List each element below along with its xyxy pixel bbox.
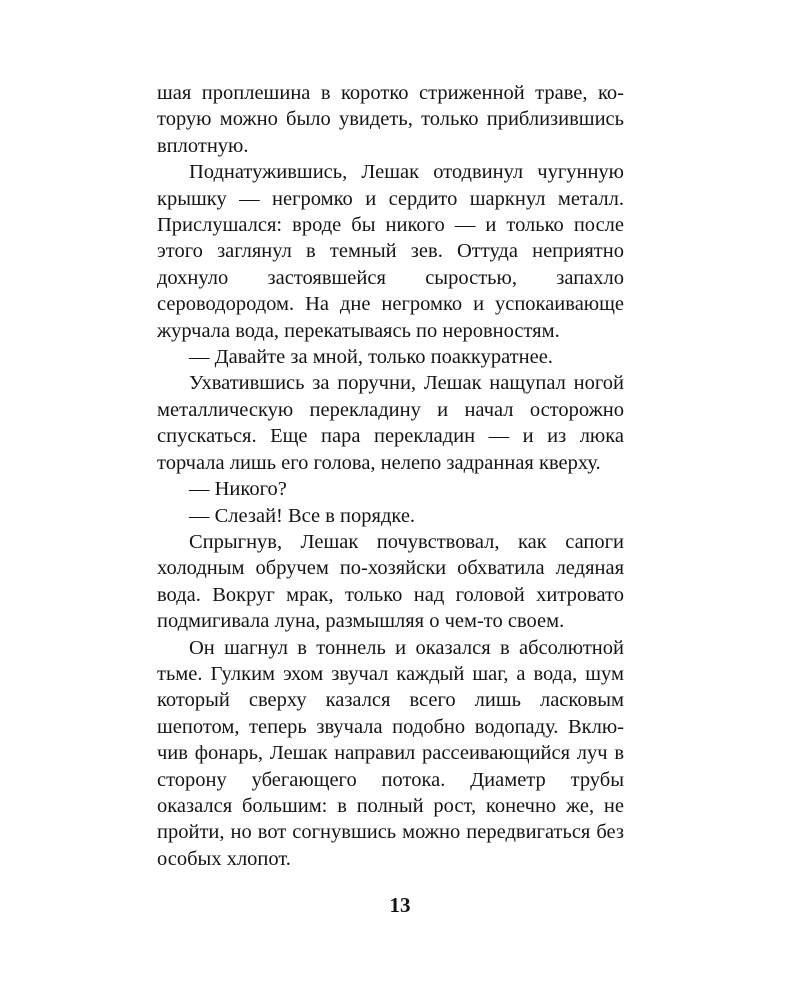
paragraph: Спрыгнув, Лешак почувствовал, как сапоги холодным обручем по-хозяйски обхватила ледяная вода. Вокруг мрак, только над головой хитровато подмигивала луна, размышляя о чем-то своем. <box>157 530 624 633</box>
body-text <box>157 80 624 872</box>
dialogue-line: — Давайте за мной, только поаккуратнее. <box>189 346 553 369</box>
paragraph: Поднатужившись, Лешак отодвинул чугунную крышку — негромко и сердито шаркнул металл. Прислушался: вроде бы никого — и только после этого заглянул в темный зев. Оттуда неприятно дохнуло застоявшейся сыростью, запахло сероводородом. На дне негромко и успокаивающе журчала вода, перекатываясь по неровностям. <box>157 161 624 342</box>
page-number: 13 <box>389 893 411 917</box>
paragraph: шая проплешина в коротко стриженной траве, которую можно было увидеть, только приблизившись вплотную. <box>157 82 624 157</box>
paragraph: Ухватившись за поручни, Лешак нащупал ногой металлическую перекладину и начал осторожно спускаться. Еще пара перекладин — и из люка торчала лишь его голова, нелепо задранная кверху. <box>157 372 624 474</box>
dialogue-line: — Слезай! Все в порядке. <box>189 504 416 527</box>
paragraph: Он шагнул в тоннель и оказался в абсолютной тьме. Гулким эхом звучал каждый шаг, а вода, шум который сверху казался всего лишь ласковым шепотом, теперь звучала подобно водопаду. Включив фонарь, Лешак направил рассеивающийся луч в сторону убегающего потока. Диаметр трубы оказался большим: в полный рост, конечно же, не пройти, но вот согнувшись можно передвигаться без особых хлопот. <box>157 636 624 870</box>
dialogue-line: — Никого? <box>189 478 287 501</box>
